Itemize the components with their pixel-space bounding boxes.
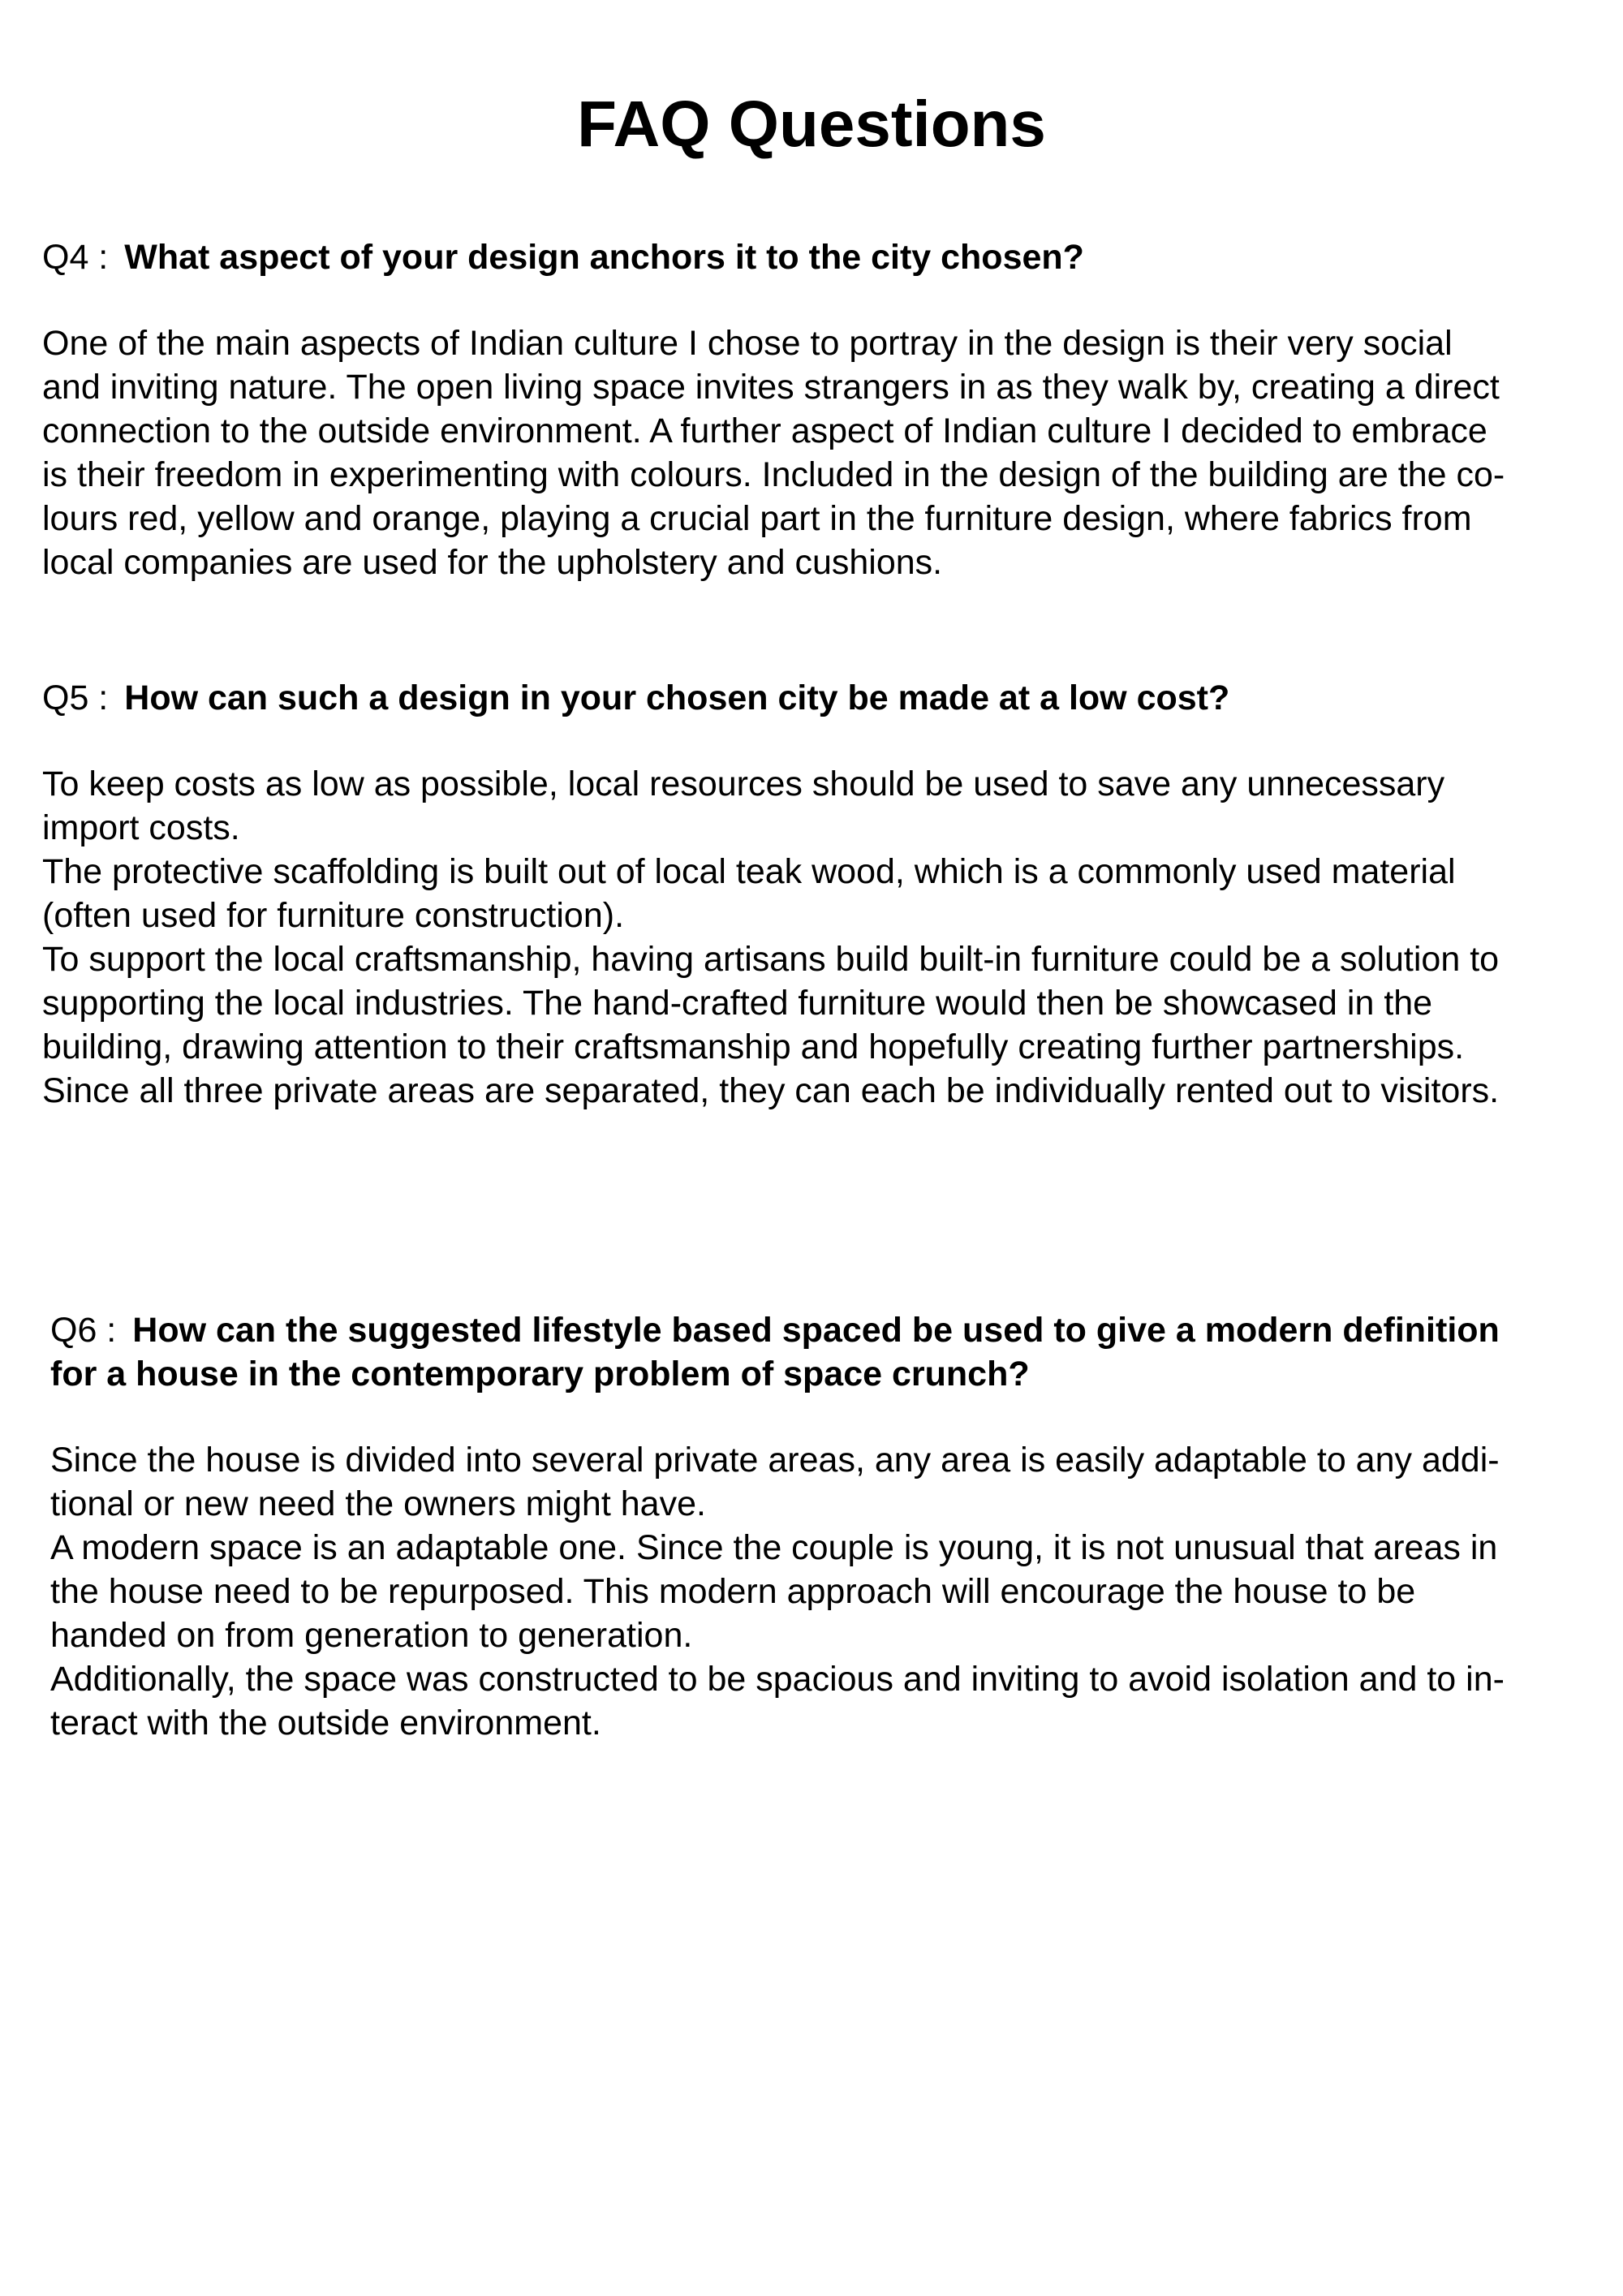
answer-line: Since the house is divided into several private areas, any area is easily adaptable to any addi- bbox=[50, 1441, 1500, 1480]
answer-line: import costs. bbox=[42, 808, 240, 847]
faq-question bbox=[42, 676, 1600, 720]
answer-line: (often used for furniture construction). bbox=[42, 896, 625, 935]
answer-line: To keep costs as low as possible, local resources should be used to save any unnecessary bbox=[42, 765, 1445, 803]
faq-answer bbox=[50, 1438, 1608, 1745]
question-label: Q4 : bbox=[42, 238, 109, 277]
faq-answer bbox=[42, 762, 1600, 1113]
faq-item-q6 bbox=[50, 1308, 1608, 1745]
question-line-1 bbox=[50, 1308, 1608, 1352]
answer-line: tional or new need the owners might have. bbox=[50, 1484, 706, 1523]
answer-line: building, drawing attention to their craftsmanship and hopefully creating further partnerships. bbox=[42, 1027, 1465, 1066]
faq-answer bbox=[42, 321, 1600, 584]
question-text-continued: for a house in the contemporary problem of space crunch? bbox=[50, 1355, 1030, 1394]
answer-line: is their freedom in experimenting with colours. Included in the design of the building are the co- bbox=[42, 455, 1505, 494]
faq-item-q5 bbox=[42, 676, 1600, 1113]
answer-line: connection to the outside environment. A further aspect of Indian culture I decided to embrace bbox=[42, 411, 1487, 450]
answer-line: The protective scaffolding is built out of local teak wood, which is a commonly used material bbox=[42, 852, 1456, 891]
answer-line: Since all three private areas are separated, they can each be individually rented out to visitors. bbox=[42, 1071, 1500, 1110]
answer-line: supporting the local industries. The hand-crafted furniture would then be showcased in the bbox=[42, 984, 1433, 1023]
faq-question bbox=[42, 235, 1600, 279]
page-title: FAQ Questions bbox=[577, 88, 1046, 160]
answer-line: the house need to be repurposed. This modern approach will encourage the house to be bbox=[50, 1572, 1416, 1611]
question-text: How can the suggested lifestyle based spaced be used to give a modern definition bbox=[132, 1311, 1500, 1350]
answer-line: teract with the outside environment. bbox=[50, 1704, 601, 1742]
answer-line: and inviting nature. The open living space invites strangers in as they walk by, creating a direct bbox=[42, 368, 1500, 407]
answer-line: Additionally, the space was constructed to be spacious and inviting to avoid isolation and to in- bbox=[50, 1660, 1505, 1699]
question-label: Q5 : bbox=[42, 678, 109, 717]
answer-line: A modern space is an adaptable one. Since the couple is young, it is not unusual that areas in bbox=[50, 1528, 1498, 1567]
question-text: How can such a design in your chosen city be made at a low cost? bbox=[124, 678, 1230, 717]
question-label: Q6 : bbox=[50, 1311, 117, 1350]
faq-item-q4 bbox=[42, 235, 1600, 584]
answer-line: local companies are used for the upholstery and cushions. bbox=[42, 543, 943, 582]
answer-line: handed on from generation to generation. bbox=[50, 1616, 693, 1655]
answer-line: lours red, yellow and orange, playing a crucial part in the furniture design, where fabrics from bbox=[42, 499, 1472, 538]
question-text: What aspect of your design anchors it to the city chosen? bbox=[124, 238, 1084, 277]
answer-line: One of the main aspects of Indian culture I chose to portray in the design is their very social bbox=[42, 324, 1453, 363]
faq-question bbox=[50, 1308, 1608, 1396]
answer-line: To support the local craftsmanship, having artisans build built-in furniture could be a solution to bbox=[42, 940, 1500, 979]
